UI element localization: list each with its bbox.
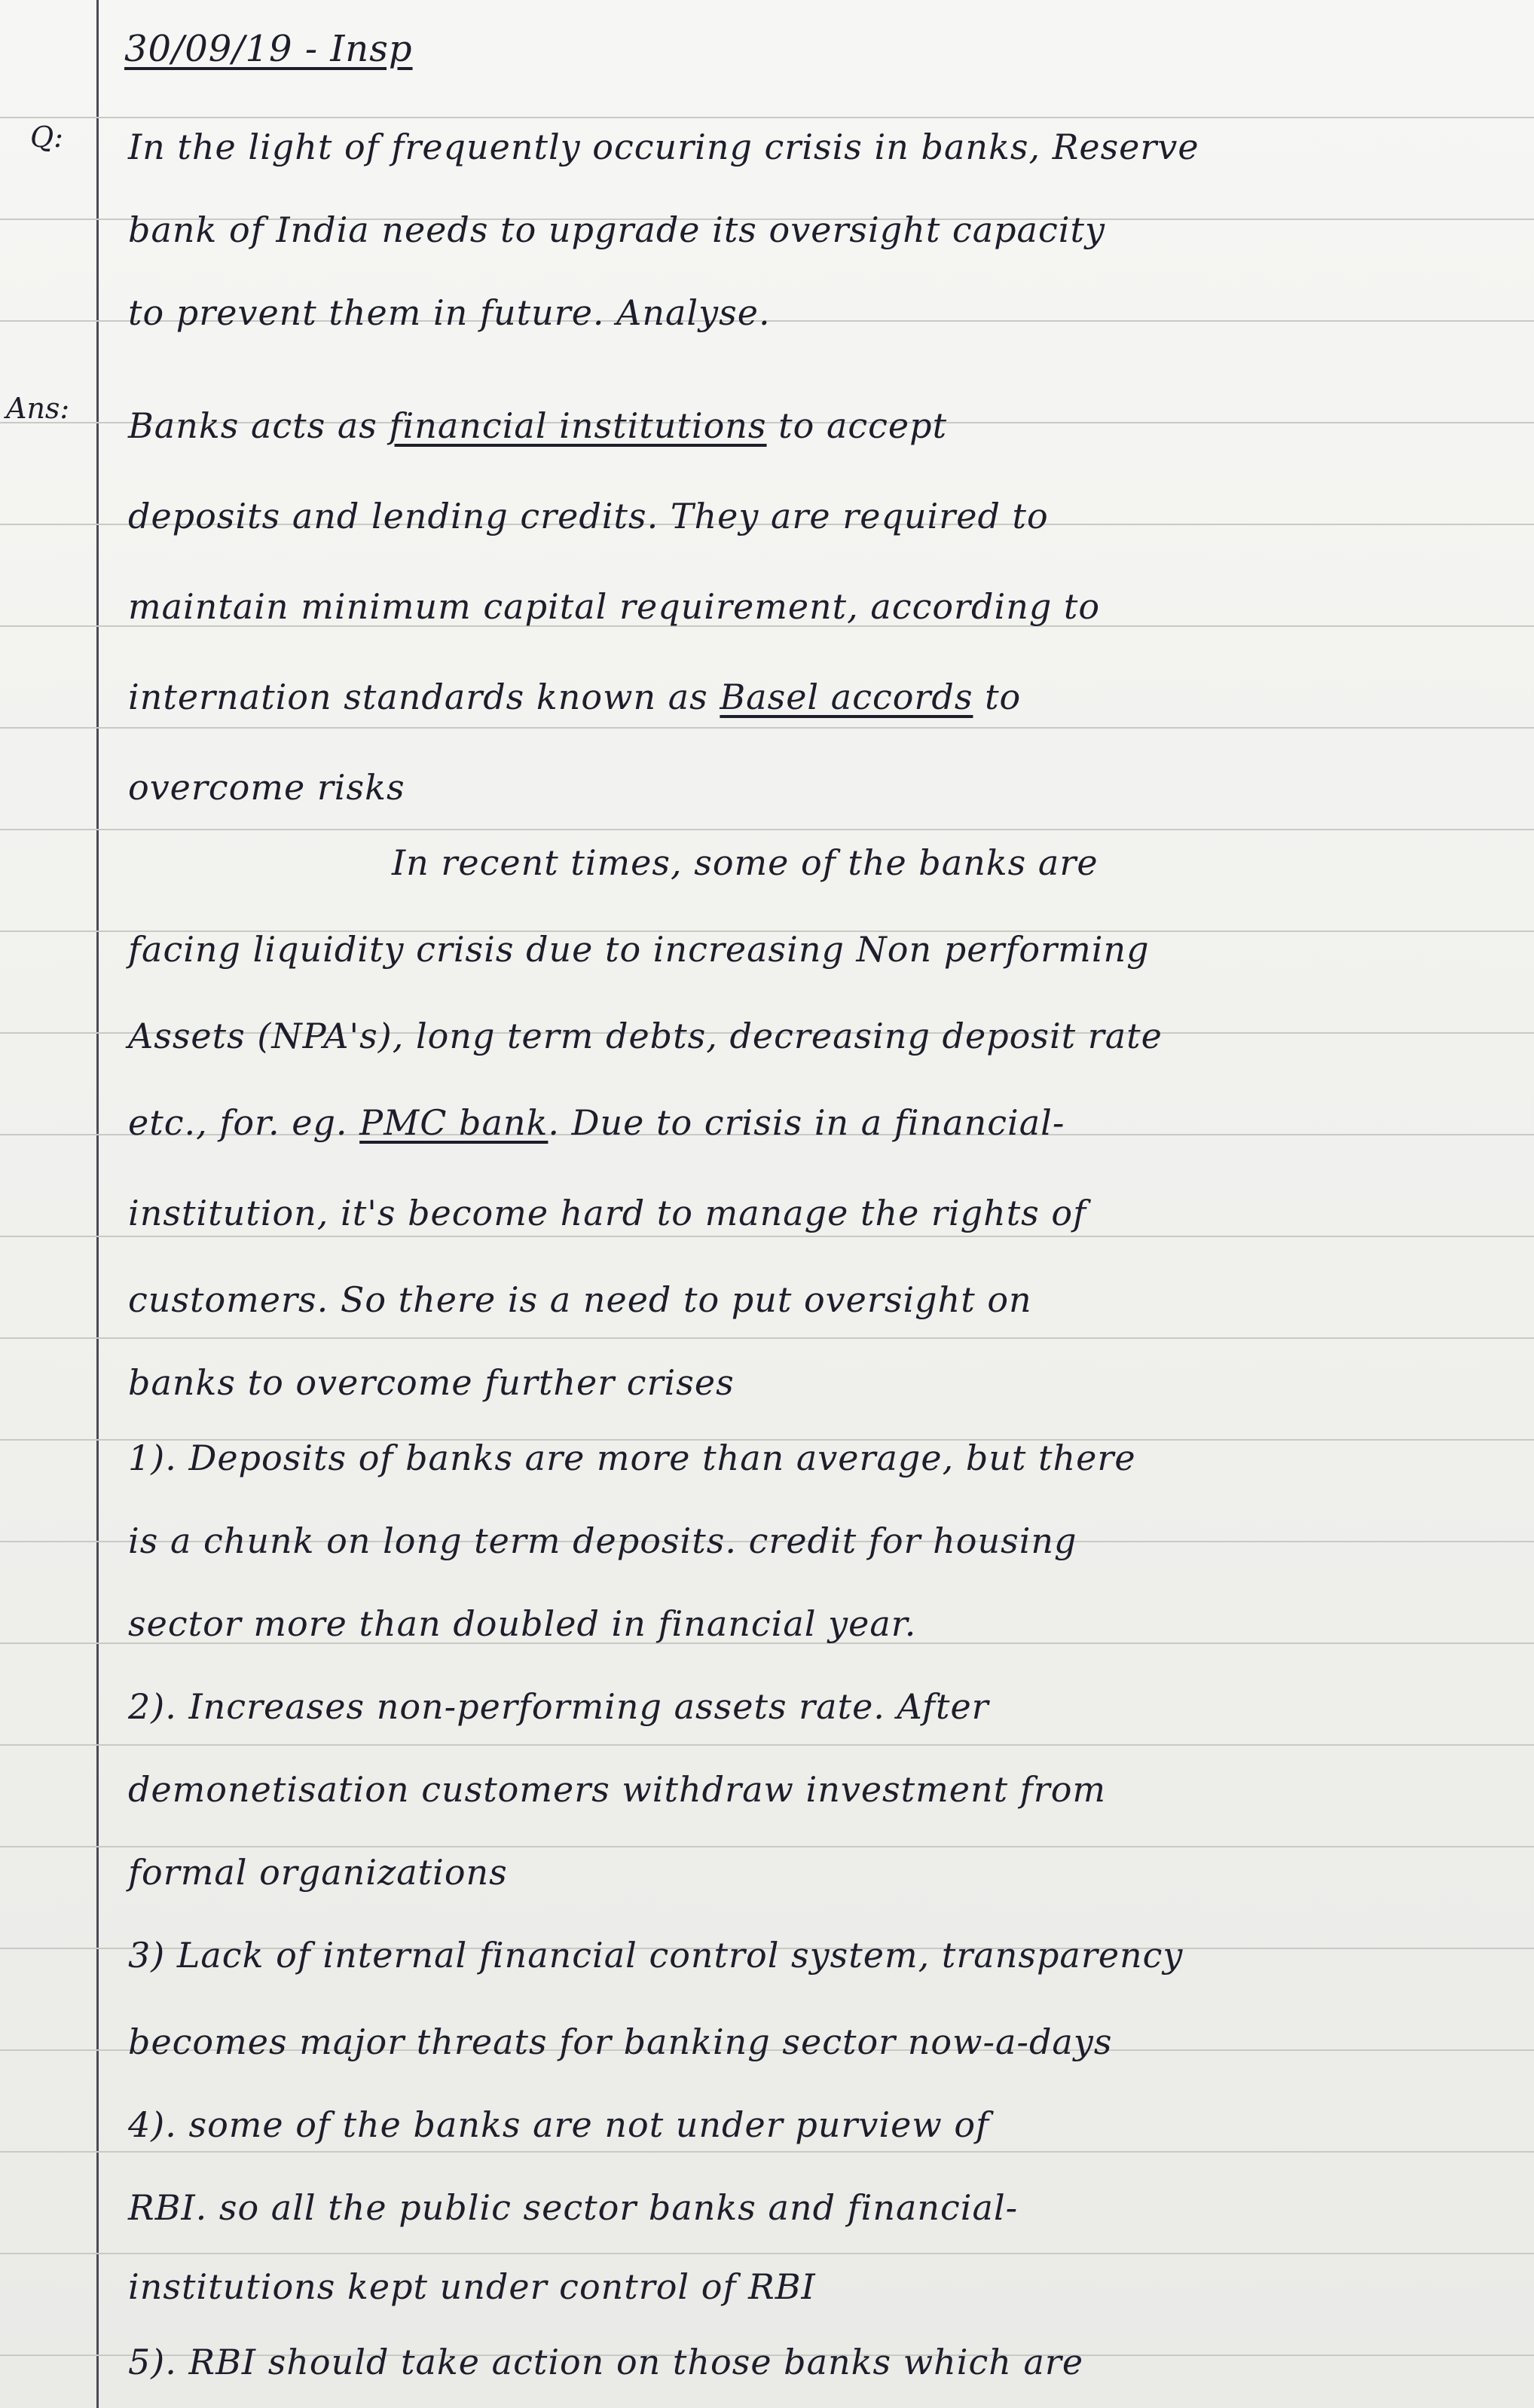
answer-line: customers. So there is a need to put oversight on <box>128 1279 1032 1320</box>
answer-line <box>128 392 1507 460</box>
margin-line <box>96 0 99 2408</box>
question-line: bank of India needs to upgrade its oversight capacity <box>128 209 1105 250</box>
answer-line: banks to overcome further crises <box>128 1362 735 1403</box>
answer-line: facing liquidity crisis due to increasing Non performing <box>128 929 1150 970</box>
page-date <box>124 15 1503 83</box>
answer-line: 3) Lack of internal financial control system, transparency <box>128 1935 1184 1976</box>
answer-line: In recent times, some of the banks are <box>392 842 1099 883</box>
answer-label: Ans: <box>6 392 70 425</box>
answer-text: Banks acts as <box>128 405 390 446</box>
question-line: In the light of frequently occuring crisis in banks, Reserve <box>128 127 1199 167</box>
answer-line: is a chunk on long term deposits. credit for housing <box>128 1520 1077 1561</box>
answer-line: institution, it's become hard to manage the rights of <box>128 1193 1087 1233</box>
question-line: to prevent them in future. Analyse. <box>128 292 771 333</box>
ruled-line <box>0 1337 1534 1339</box>
answer-line: 2). Increases non-performing assets rate. After <box>128 1686 989 1727</box>
underlined-term: PMC bank <box>359 1102 549 1143</box>
answer-line: deposits and lending credits. They are required to <box>128 496 1049 536</box>
answer-line <box>128 663 1507 731</box>
ruled-line <box>0 1744 1534 1746</box>
answer-text: to accept <box>766 405 948 446</box>
date-text: 30/09/19 - Insp <box>124 28 413 70</box>
answer-line: 1). Deposits of banks are more than average, but there <box>128 1438 1136 1478</box>
answer-line: maintain minimum capital requirement, according to <box>128 586 1101 627</box>
answer-text: etc., for. eg. <box>128 1102 360 1143</box>
answer-line <box>128 1089 1507 1157</box>
answer-line: RBI. so all the public sector banks and financial- <box>128 2187 1019 2228</box>
underlined-term: financial institutions <box>389 405 767 446</box>
question-label: Q: <box>30 121 63 154</box>
answer-line: 4). some of the banks are not under purview of <box>128 2104 990 2145</box>
answer-text: . Due to crisis in a financial- <box>548 1102 1065 1143</box>
answer-line: becomes major threats for banking sector now-a-days <box>128 2021 1113 2062</box>
answer-text: internation standards known as <box>128 677 720 717</box>
answer-line: 5). RBI should take action on those banks which are <box>128 2342 1084 2382</box>
underlined-term: Basel accords <box>720 677 973 717</box>
answer-line: demonetisation customers withdraw investment from <box>128 1769 1107 1810</box>
answer-line: sector more than doubled in financial year. <box>128 1603 917 1644</box>
answer-line: formal organizations <box>128 1852 508 1893</box>
answer-line: Assets (NPA's), long term debts, decreasing deposit rate <box>128 1016 1163 1056</box>
answer-line: institutions kept under control of RBI <box>128 2266 816 2307</box>
answer-line: overcome risks <box>128 767 405 808</box>
answer-text: to <box>973 677 1022 717</box>
